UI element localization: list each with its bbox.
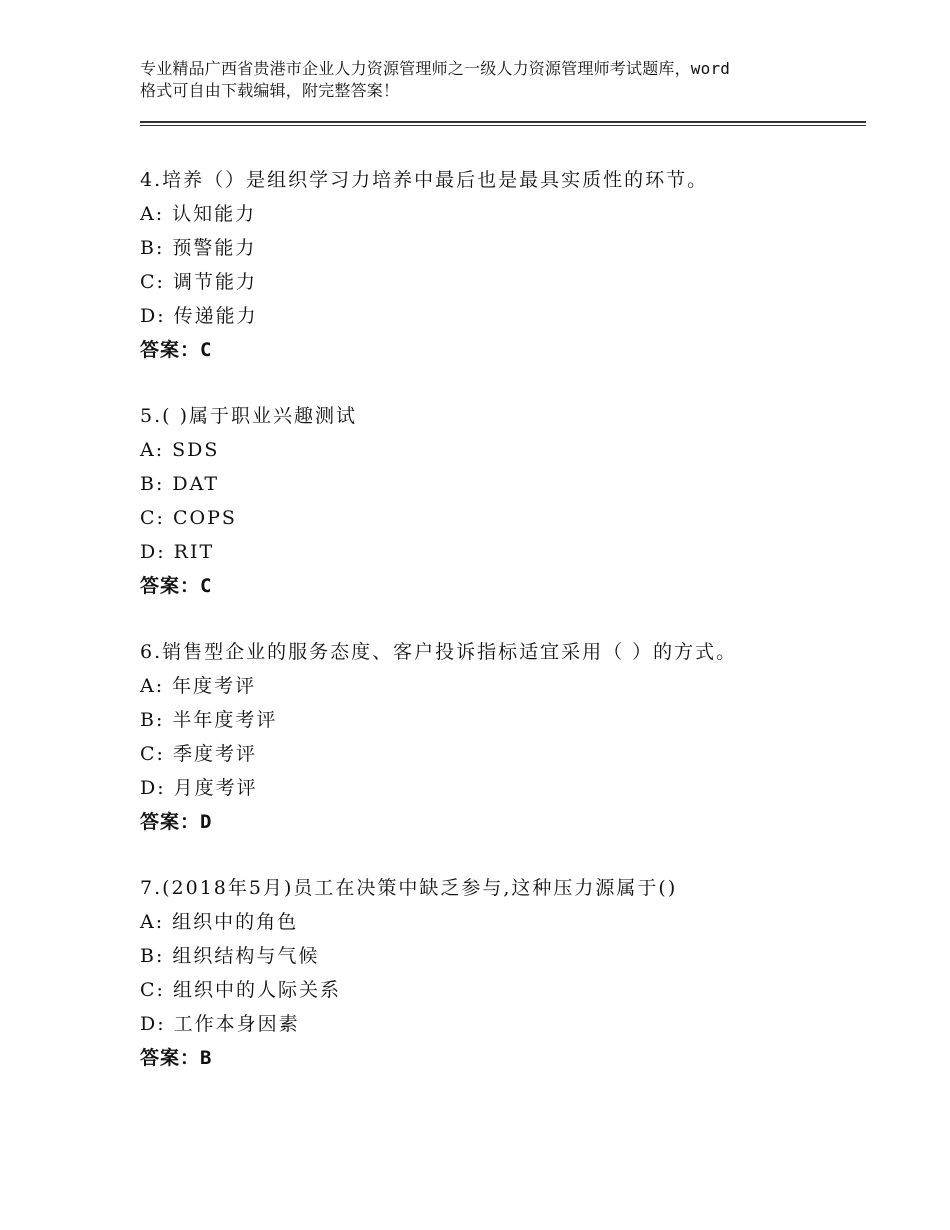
question-stem: 7.(2018年5月)员工在决策中缺乏参与,这种压力源属于() <box>140 877 678 899</box>
answer-label: 答案：C <box>140 575 213 597</box>
option-b: B: DAT <box>140 473 219 495</box>
option-d: D: 月度考评 <box>140 777 258 799</box>
answer-label: 答案：C <box>140 339 213 361</box>
option-d: D: RIT <box>140 541 215 563</box>
option-c: C: COPS <box>140 507 237 529</box>
option-c: C: 季度考评 <box>140 743 257 765</box>
question-5 <box>140 399 866 603</box>
question-stem: 5.( )属于职业兴趣测试 <box>140 405 357 427</box>
option-b: B: 组织结构与气候 <box>140 945 320 967</box>
header-line-2: 格式可自由下载编辑，附完整答案！ <box>140 81 400 100</box>
header-divider <box>140 121 866 123</box>
question-6 <box>140 635 866 839</box>
question-stem: 4.培养（）是组织学习力培养中最后也是最具实质性的环节。 <box>140 169 709 191</box>
answer-label: 答案：B <box>140 1047 213 1069</box>
option-a: A: SDS <box>140 439 220 461</box>
document-header <box>140 58 840 102</box>
option-a: A: 年度考评 <box>140 675 257 697</box>
option-b: B: 预警能力 <box>140 237 257 259</box>
option-b: B: 半年度考评 <box>140 709 278 731</box>
question-4 <box>140 163 866 367</box>
option-d: D: 传递能力 <box>140 305 258 327</box>
question-stem: 6.销售型企业的服务态度、客户投诉指标适宜采用（ ）的方式。 <box>140 641 738 663</box>
question-7 <box>140 871 866 1075</box>
option-d: D: 工作本身因素 <box>140 1013 300 1035</box>
option-c: C: 组织中的人际关系 <box>140 979 341 1001</box>
option-a: A: 认知能力 <box>140 203 257 225</box>
option-a: A: 组织中的角色 <box>140 911 299 933</box>
answer-label: 答案：D <box>140 811 213 833</box>
question-list <box>140 163 866 1107</box>
header-divider-thin <box>140 125 866 126</box>
header-line-1: 专业精品广西省贵港市企业人力资源管理师之一级人力资源管理师考试题库，word <box>140 59 731 78</box>
option-c: C: 调节能力 <box>140 271 257 293</box>
